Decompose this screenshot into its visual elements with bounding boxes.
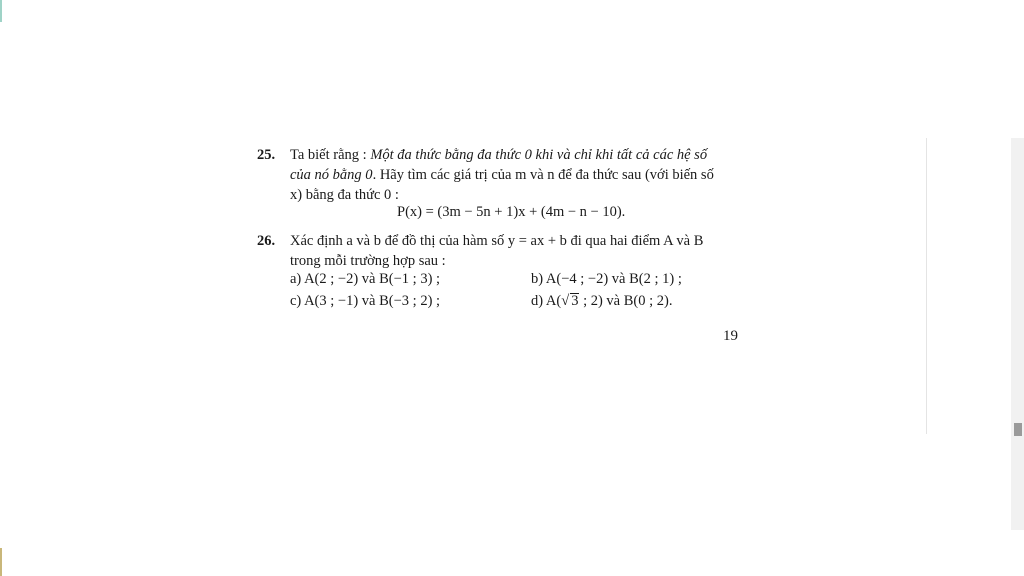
option-a: a) A(2 ; −2) và B(−1 ; 3) ; xyxy=(290,271,441,287)
problem-25-line-3: x) bằng đa thức 0 : xyxy=(290,187,399,203)
problem-25-line-2 xyxy=(290,165,750,185)
problem-25-prefix: Ta biết rằng : xyxy=(290,147,371,163)
scrollbar-track[interactable] xyxy=(1011,138,1024,530)
option-c: c) A(3 ; −1) và B(−3 ; 2) ; xyxy=(290,293,441,309)
problem-26-line-1: Xác định a và b để đồ thị của hàm số y = ax + b đi qua hai điểm A và B xyxy=(290,233,704,249)
problem-25-rest: . Hãy tìm các giá trị của m và n để đa thức sau (với biến số xyxy=(372,167,714,183)
option-d xyxy=(531,293,672,310)
scrollbar-thumb[interactable] xyxy=(1014,423,1022,436)
problem-26-text xyxy=(290,231,750,271)
option-d-prefix: d) A( xyxy=(531,293,562,309)
page-number: 19 xyxy=(723,328,738,344)
problem-25-number: 25. xyxy=(257,147,276,163)
sqrt-radicand: 3 xyxy=(571,293,579,309)
problem-25-text xyxy=(290,145,750,205)
problem-25-italic-1: Một đa thức bằng đa thức 0 khi và chỉ khi tất cả các hệ số xyxy=(370,147,708,163)
problem-25-italic-2: của nó bằng 0 xyxy=(290,167,373,183)
problem-25-line-1 xyxy=(290,145,750,165)
sqrt-symbol: √ xyxy=(561,293,570,309)
corner-mark-top xyxy=(0,0,2,22)
option-b: b) A(−4 ; −2) và B(2 ; 1) ; xyxy=(531,271,682,287)
page-edge-line xyxy=(926,138,927,434)
option-d-suffix: ; 2) và B(0 ; 2). xyxy=(579,293,673,309)
corner-mark-bottom xyxy=(0,548,2,576)
problem-26-line-2: trong mỗi trường hợp sau : xyxy=(290,253,446,269)
problem-25-formula: P(x) = (3m − 5n + 1)x + (4m − n − 10). xyxy=(397,204,626,220)
problem-26-number: 26. xyxy=(257,233,276,249)
